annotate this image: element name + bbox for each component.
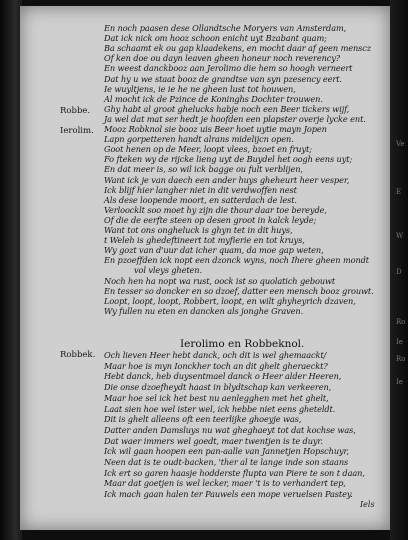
verse-line: Ba schaamt ek ou gap klaadekens, en mocht daar af geen menscz (104, 43, 371, 54)
verse-line: Hebt danck, heb duysentmael danck o Heer alder Heeren, (104, 371, 342, 382)
verse-line: Die onse dzoefheydt haast in blydtschap kan verkeeren, (104, 382, 332, 393)
verse-line: Ick blijf hier langher niet in dit verdwoffen nest (104, 184, 297, 195)
verse-line: Noch hen ha nopt wa rust, oock ist so quolatich gebouwt (104, 275, 336, 286)
verse-line: En tesser so doncker en so dzoef, datter een mensch booz grouwt. (104, 285, 374, 296)
verse-line: Datter anden Damsluys nu wat gheghaeyt tot dat kochse was, (104, 424, 356, 435)
verse-line: En noch paasen dese Ollandtsche Moryers van Amsterdam, (104, 23, 347, 33)
verse-line: Want ick je van daech een ander huys gheheurt heer vesper, (104, 174, 350, 185)
verse-line: Maar dat goetjen is wel lecker, maer 't is to verhandert tep, (104, 478, 346, 489)
edge-mark: W (396, 232, 404, 240)
verse-line: Fo fteken wy de rijcke lieng uyt de Buydel het oogh eens uyt; (104, 154, 353, 165)
verse-line: Of die de eerfte steen op desen groot in kalck leyde; (104, 214, 317, 225)
edge-mark: Ie (396, 378, 403, 386)
verse-line: Goot henen op de Meer, loopt vlees, bzoet en fruyt; (104, 144, 312, 155)
speaker-label: Robbe. (60, 106, 91, 116)
verse-line: Maar hoe is myn Ionckher toch an dit ghelt gheraeckt? (104, 360, 328, 371)
verse-line: Maar hoe sel ick het best nu aenlegghen met het ghelt, (104, 392, 329, 403)
verse-line: Laat sien hoe wel ister wel, ick hebbe niet eens gheteldt. (104, 403, 336, 414)
book-gutter (0, 0, 22, 540)
edge-mark: Ro (396, 318, 406, 326)
verse-line: Of ken doe ou dayn leaven gheen honeur noch reverency? (104, 53, 341, 64)
verse-line: Ghy habt al groot ghelucks habje noch een Beer tickers wijf, (104, 103, 350, 114)
verse-line: Ick ert so garen haasje hodderste flupta van Piere te son t daan, (104, 467, 365, 478)
verse-line: Neen dat is te oudt-backen, 'ther al te lange inde son staans (104, 457, 349, 467)
verse-line: Ie wuyltjens, ie ie he ne gheen lust tot houwen, (104, 83, 296, 94)
edge-mark: E (396, 188, 402, 196)
verse-line: Loopt, loopt, loopt, Robbert, loopt, en wilt ghyheyrich dzaven, (104, 295, 356, 306)
edge-mark: Ro (396, 355, 406, 363)
verse-line: Dat waer immers wel goedt, maer twentjen is te duyr. (104, 435, 323, 446)
scene-heading: Ierolimo en Robbeknol. (180, 338, 305, 350)
verse-line: Wy gozt van d'uur dat icher quam, da moe gap weten, (104, 245, 324, 256)
edge-mark: Ve (396, 140, 405, 148)
catchword: Iels (360, 500, 375, 509)
verse-line: Verloocklt soo moet hy zijn die thour daar toe bereyde, (104, 204, 327, 215)
verse-line: Dat hy u we staat booz de grandtse van syn pzesency eert. (104, 73, 342, 84)
verse-line: Ick wil gaan hoopen een pan-aalle van Jannetjen Hopschuyr, (104, 446, 349, 457)
edge-mark: D (396, 268, 402, 276)
verse-line: t Weleh is ghedeftineert tot myfierie en tot kruys, (104, 235, 305, 246)
edge-mark: Ie (396, 338, 403, 346)
verse-line: Als dese loopende moort, en satterdach de lest. (104, 194, 297, 205)
speaker-label: Ierolim. (60, 126, 94, 136)
verse-line: Ick mach gaan halen ter Pauwels een mope veruelsen Pastey. (104, 489, 353, 500)
verse-line: Al mocht ick de Pzince de Koninghs Dochter trouwen. (104, 93, 323, 104)
verse-line: Want tot ons ongheluck is ghyn tet in dit huys, (104, 225, 293, 235)
verse-line: En weest danckbooz aan Jerolimo die hem so hoogh verneert (104, 63, 353, 74)
verse-line: vol vleys gheten. (134, 265, 202, 276)
verse-line: Lapn gorpetteren handt alrans midelijcn open. (104, 134, 294, 145)
verse-line: Ja wel dat mat ser hedt je hoofden een plapster overje lycke ent. (104, 113, 366, 124)
speaker-robbeknol: Robbek. (60, 350, 96, 360)
verse-line: Mooz Robknol sie booz uis Beer hoet uytie mayn Jopen (104, 124, 327, 134)
verse-line: En dat meer is, so wil ick bagge ou fult verblijen, (104, 164, 303, 175)
verse-line: Och lieven Heer hebt danck, och dit is wel ghemaackt/ (104, 350, 327, 360)
verse-line: En pzoeffden ick nopt een dzonck wyns, noch Ihere gheen mondt (104, 255, 369, 266)
verse-line: Wy fullen nu eten en dancken als jonghe Graven. (104, 305, 304, 316)
verse-line: Dat ick nick om hooz schoon enicht uyt Bzabant quam; (104, 33, 327, 44)
verse-line: Dit is ghelt alleens oft een teerlijke ghoeyje was, (104, 414, 302, 425)
